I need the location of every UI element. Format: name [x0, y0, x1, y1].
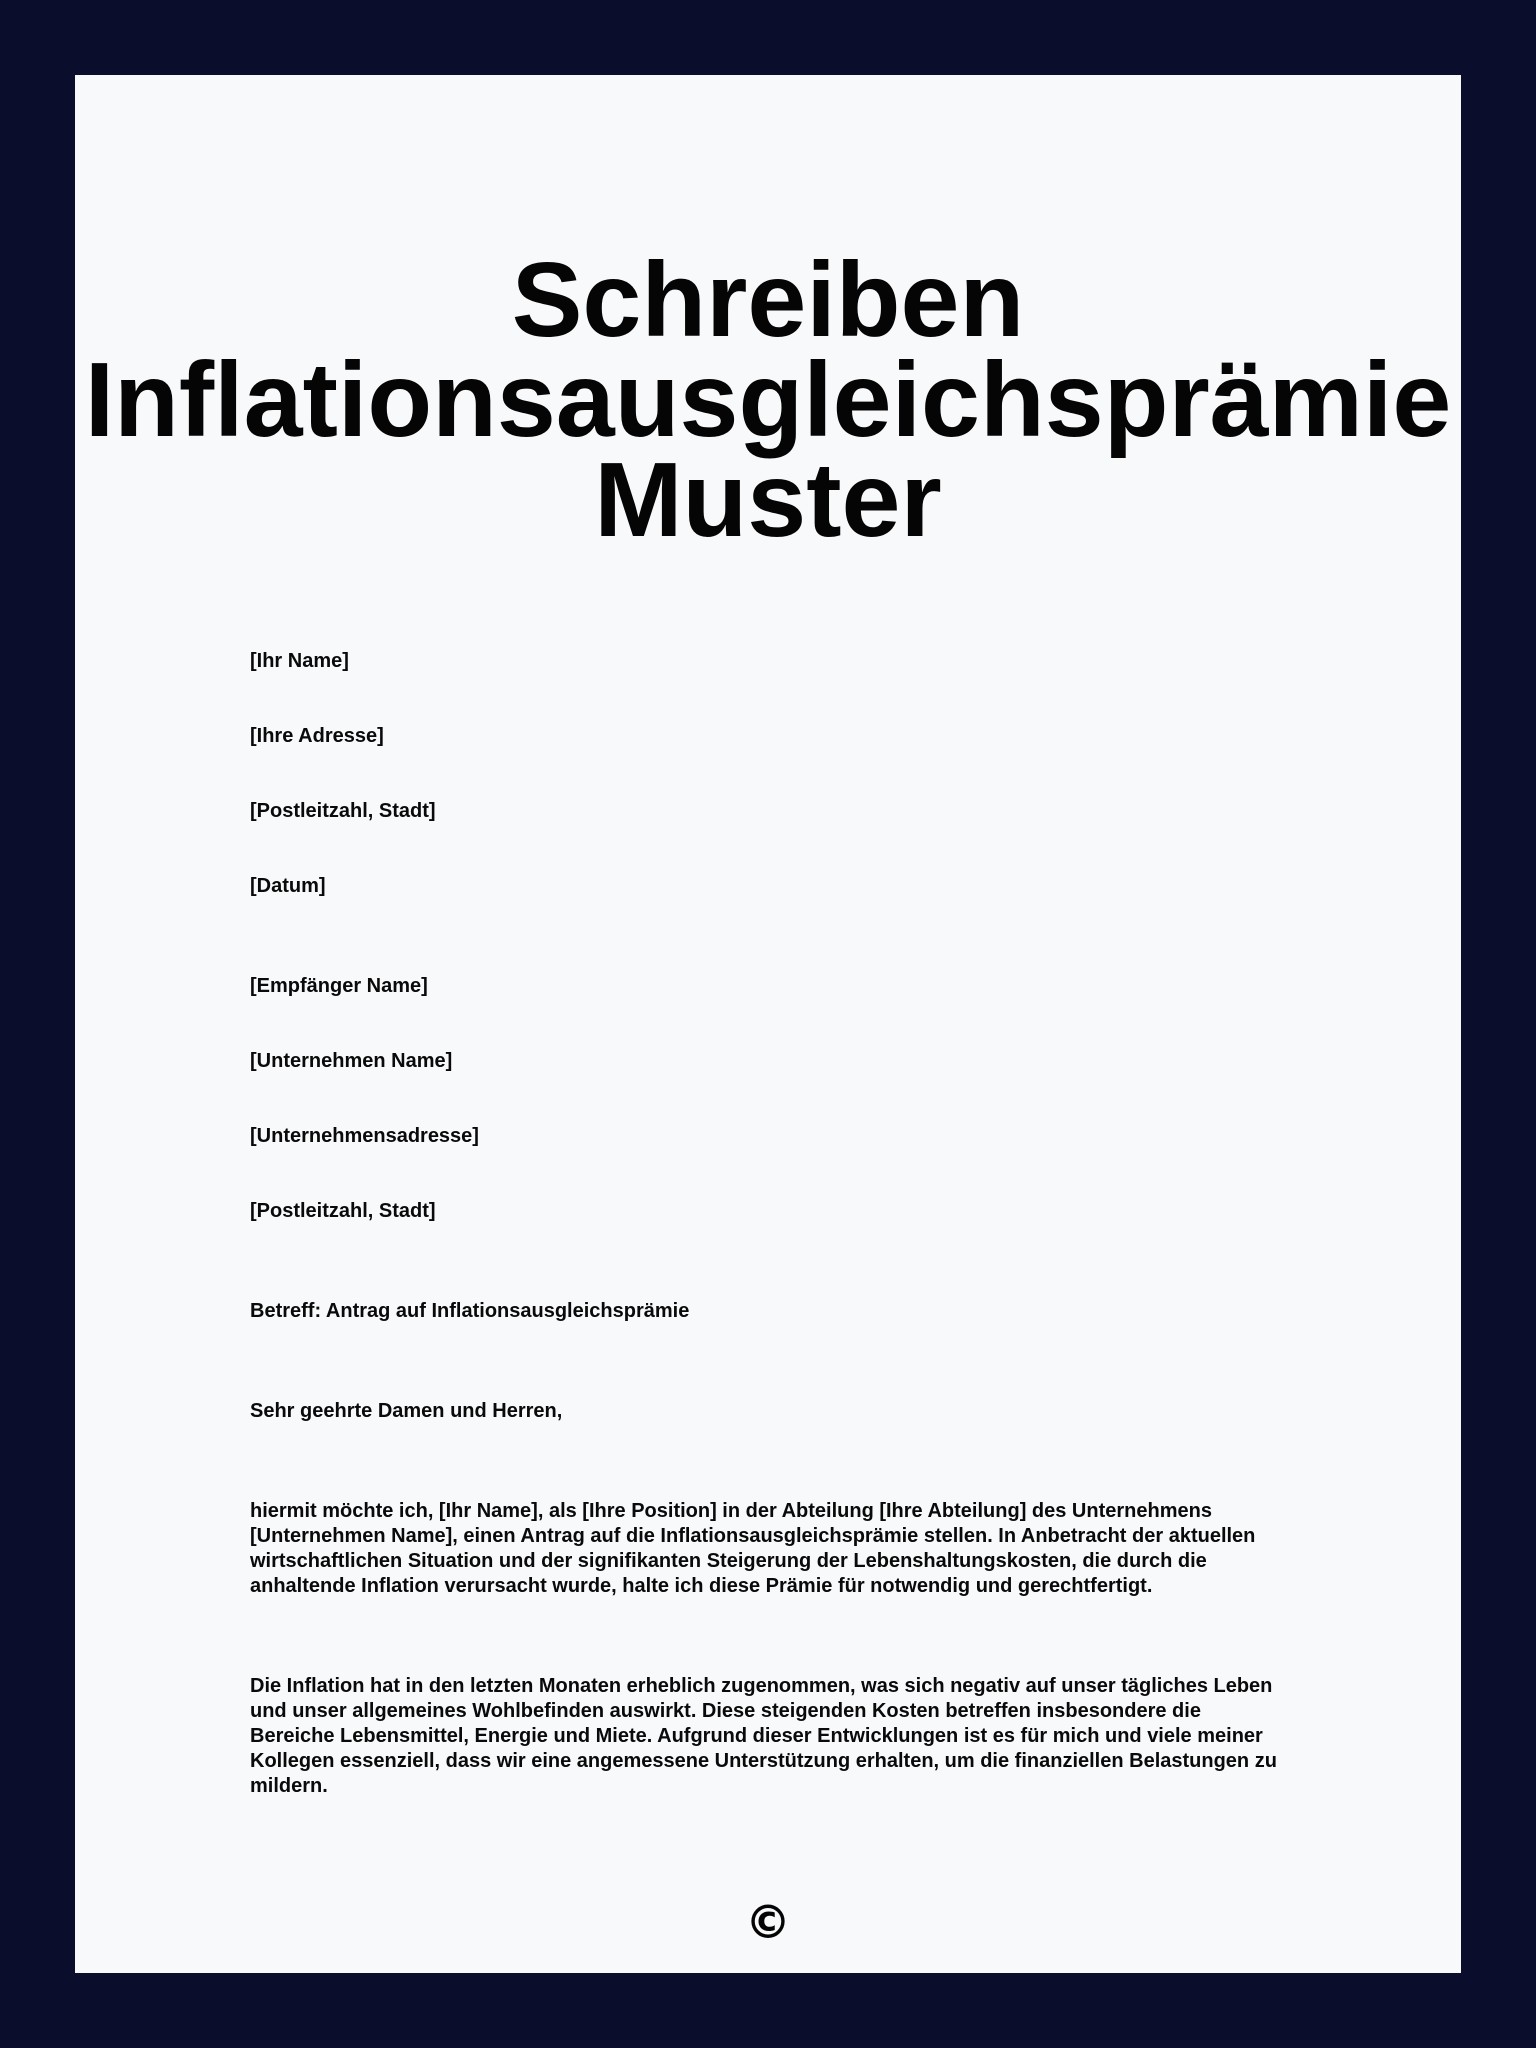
salutation: Sehr geehrte Damen und Herren,	[250, 1400, 563, 1422]
sender-address: [Ihre Adresse]	[250, 725, 384, 747]
subject-line: Betreff: Antrag auf Inflationsausgleichsprämie	[250, 1300, 690, 1322]
copyright-icon: ©	[745, 1895, 791, 1949]
document-title	[75, 241, 1461, 559]
recipient-company-address: [Unternehmensadresse]	[250, 1125, 479, 1147]
sender-name: [Ihr Name]	[250, 650, 349, 672]
title-line-2: Inflationsausgleichsprämie	[84, 341, 1452, 459]
paragraph-2: Die Inflation hat in den letzten Monaten erheblich zugenommen, was sich negativ auf unser tägliches Leben und unser allgemeines Wohlbefinden auswirkt. Diese steigenden Kosten betreffen insbesondere die Bereiche Lebensmittel, Energie und Miete. Aufgrund dieser Entwicklungen ist es für mich und viele meiner Kollegen essenziell, dass wir eine angemessene Unterstützung erhalten, um die finanziellen Belastungen zu mildern.	[250, 1675, 1277, 1797]
sender-postal-city: [Postleitzahl, Stadt]	[250, 800, 436, 822]
document-page	[75, 75, 1461, 1973]
recipient-name: [Empfänger Name]	[250, 975, 428, 997]
title-line-1: Schreiben	[511, 241, 1025, 359]
title-line-3: Muster	[594, 441, 942, 559]
recipient-company: [Unternehmen Name]	[250, 1050, 453, 1072]
recipient-postal-city: [Postleitzahl, Stadt]	[250, 1200, 436, 1222]
paragraph-1: hiermit möchte ich, [Ihr Name], als [Ihre Position] in der Abteilung [Ihre Abteilung] des Unternehmens [Unternehmen Name], einen Antrag auf die Inflationsausgleichsprämie stellen. In Anbetracht der aktuellen wirtschaftlichen Situation und der signifikanten Steigerung der Lebenshaltungskosten, die durch die anhaltende Inflation verursacht wurde, halte ich diese Prämie für notwendig und gerechtfertigt.	[250, 1500, 1256, 1597]
letter-date: [Datum]	[250, 875, 326, 897]
